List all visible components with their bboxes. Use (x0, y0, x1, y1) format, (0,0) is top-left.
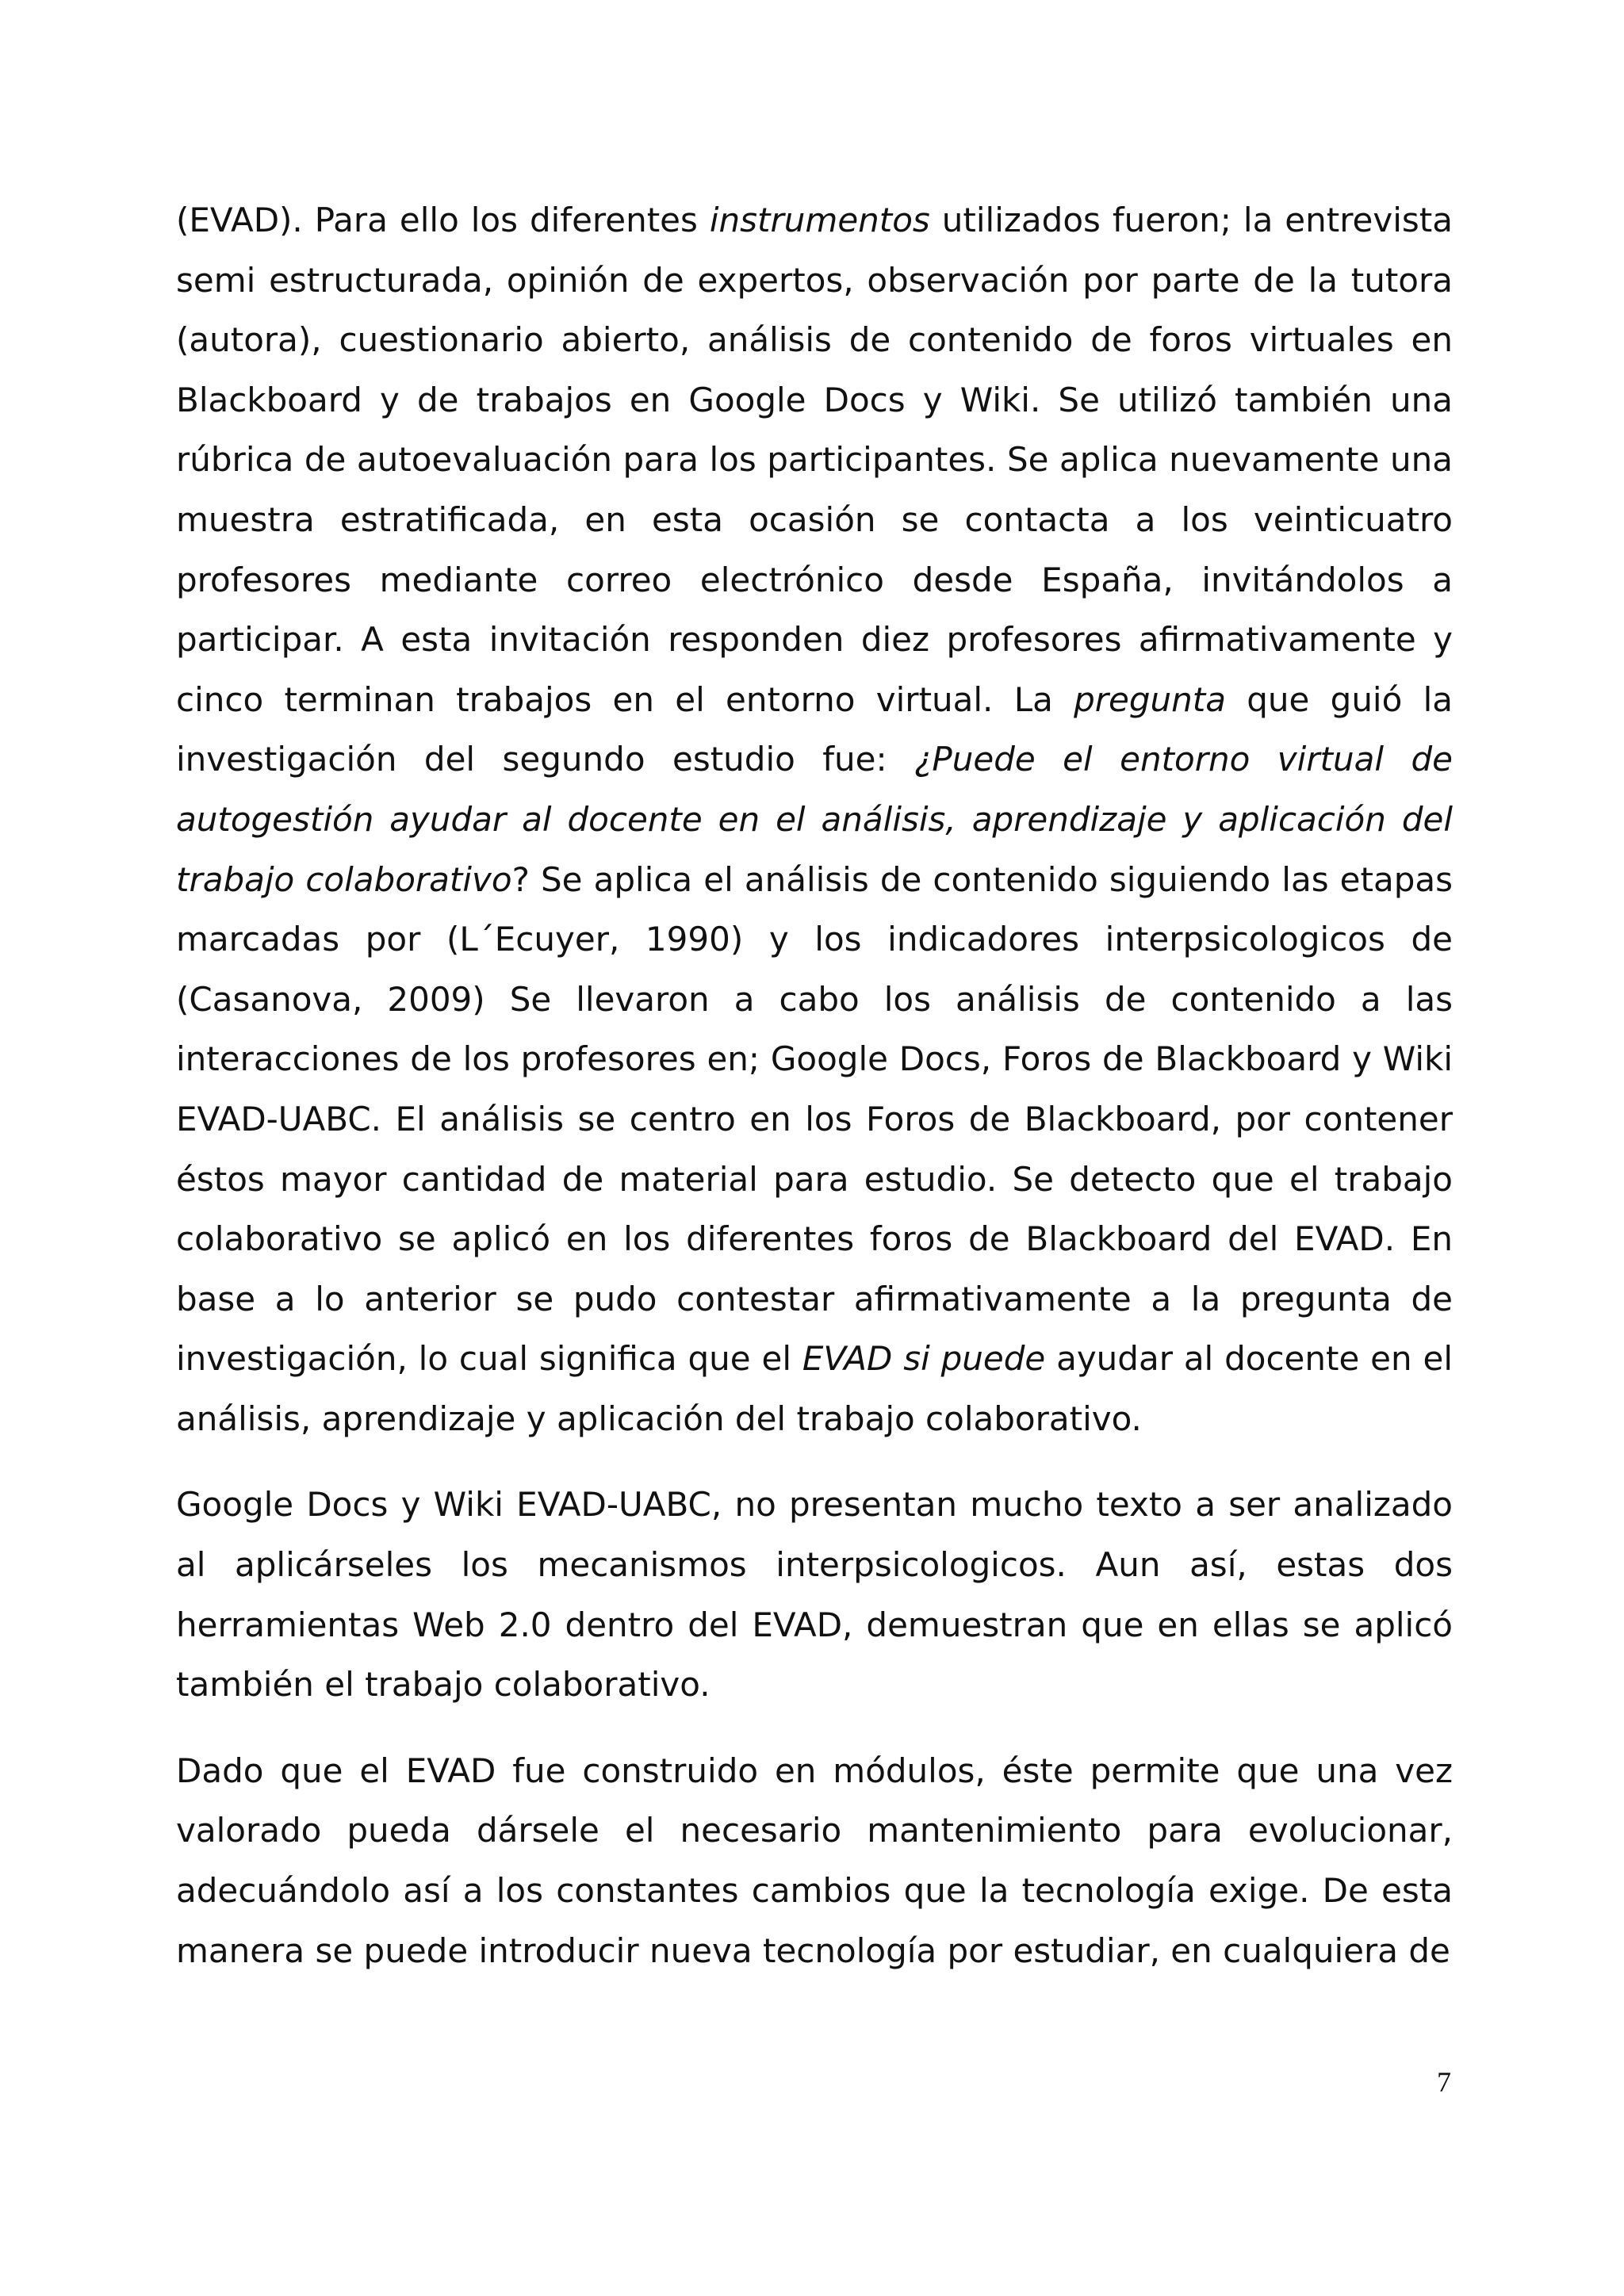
text-segment: Google Docs y Wiki EVAD-UABC, no presentan mucho texto a ser analizado al aplicárseles los mecanismos interpsicologicos. Aun así, estas dos herramientas Web 2.0 dentro del EVAD, demuestran que en ellas se aplicó también el trabajo colaborativo. (176, 1485, 1453, 1705)
paragraph-3 (176, 1741, 1453, 1980)
text-segment: utilizados fueron; la entrevista semi estructurada, opinión de expertos, observación por parte de la tutora (autora), cuestionario abierto, análisis de contenido de foros virtuales en Blackboard y de trabajos en Google Docs y Wiki. Se utilizó también una rúbrica de autoevaluación para los participantes. Se aplica nuevamente una muestra estratificada, en esta ocasión se contacta a los veinticuatro profesores mediante correo electrónico desde España, invitándolos a participar. A esta invitación responden diez profesores afirmativamente y cinco terminan trabajos en el entorno virtual. La (176, 201, 1454, 719)
body-text (176, 190, 1453, 1980)
paragraph-1 (176, 190, 1453, 1448)
paragraph-2 (176, 1475, 1453, 1714)
text-segment: ayudar al docente en el análisis, aprendizaje y aplicación del trabajo colaborativo. (176, 1339, 1453, 1438)
emphasis-segment: instrumentos (709, 201, 930, 239)
text-segment: (EVAD). Para ello los diferentes (176, 201, 710, 239)
text-segment: que guió la investigación del segundo estudio fue: (176, 679, 1453, 779)
text-segment: ? Se aplica el análisis de contenido siguiendo las etapas marcadas por (L´Ecuyer, 1990) y los indicadores interpsicologicos de (Casanova, 2009) Se llevaron a cabo los análisis de contenido a las interacciones de los profesores en; Google Docs, Foros de Blackboard y Wiki EVAD-UABC. El análisis se centro en los Foros de Blackboard, por contener éstos mayor cantidad de material para estudio. Se detecto que el trabajo colaborativo se aplicó en los diferentes foros de Blackboard del EVAD. En base a lo anterior se pudo contestar afirmativamente a la pregunta de investigación, lo cual significa que el (176, 859, 1454, 1379)
emphasis-segment: pregunta (1074, 679, 1226, 719)
research-question: ¿Puede el entorno virtual de autogestión ayudar al docente en el análisis, aprendizaje y aplicación del trabajo colaborativo (176, 740, 1453, 899)
page-number: 7 (1437, 2066, 1451, 2098)
emphasis-segment: EVAD si puede (802, 1339, 1046, 1379)
text-segment: Dado que el EVAD fue construido en módulos, éste permite que una vez valorado pueda dársele el necesario mantenimiento para evolucionar, adecuándolo así a los constantes cambios que la tecnología exige. De esta manera se puede introducir nueva tecnología por estudiar, en cualquiera de (176, 1751, 1453, 1970)
